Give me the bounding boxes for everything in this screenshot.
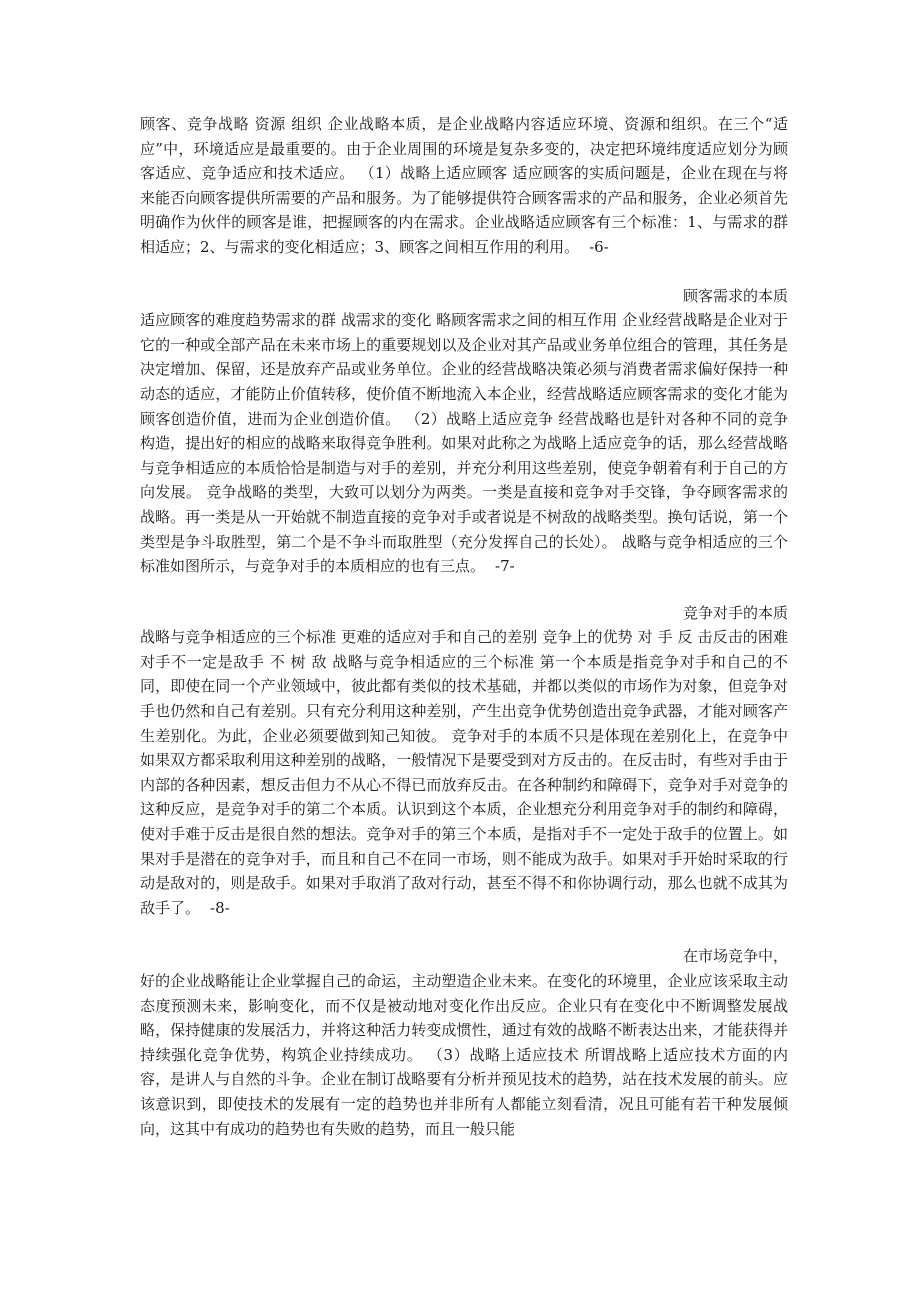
- section-spacer: [140, 260, 788, 284]
- section-3-body: 战略与竞争相适应的三个标准 更难的适应对手和自己的差别 竞争上的优势 对 手 反 击反击的困难 对手不一定是敌手 不 树 敌 战略与竞争相适应的三个标准 第一个本质是指竞争对手和自己的不同，即使在同一个产业领域中，彼此都有类似的技术基础，并都以类似的市场作为对象，但竞争对手也仍然和自己有差别。只有充分利用这种差别，产生出竞争优势创造出竞争武器，才能对顾客产生差别化。为此，企业必须要做到知己知彼。 竞争对手的本质不只是体现在差别化上，在竞争中如果双方都采取利用这种差别的战略，一般情况下是要受到对方反击的。在反击时，有些对手由于内部的各种因素，想反击但力不从心不得已而放弃反击。在各种制约和障碍下，竞争对手对竞争的这种反应，是竞争对手的第二个本质。认识到这个本质，企业想充分利用竞争对手的制约和障碍，使对手难于反击是很自然的想法。竞争对手的第三个本质，是指对手不一定处于敌手的位置上。如果对手是潜在的竞争对手，而且和自己不在同一市场，则不能成为敌手。如果对手开始时采取的行动是敌对的，则是敌手。如果对手取消了敌对行动，甚至不得不和你协调行动，那么也就不成其为敌手了。: [140, 628, 788, 917]
- page-number-6: -6-: [589, 237, 609, 256]
- section-4-heading: 在市场竞争中，: [682, 947, 788, 966]
- section-2-body: 适应顾客的难度趋势需求的群 战需求的变化 略顾客需求之间的相互作用 企业经营战略是企业对于它的一种或全部产品在未来市场上的重要规划以及企业对其产品或业务单位组合的管理，其任务是决定增加、保留，还是放弃产品或业务单位。企业的经营战略决策必须与消费者需求偏好保持一种动态的适应，才能防止价值转移，使价值不断地流入本企业，经营战略适应顾客需求的变化才能为顾客创造价值，进而为企业创造价值。 （2）战略上适应竞争 经营战略也是针对各种不同的竞争构造，提出好的相应的战略来取得竞争胜利。如果对此称之为战略上适应竞争的话，那么经营战略与竞争相适应的本质恰恰是制造与对手的差别，并充分利用这些差别，使竞争朝着有利于自己的方向发展。 竞争战略的类型，大致可以划分为两类。一类是直接和竞争对手交锋，争夺顾客需求的战略。再一类是从一开始就不制造直接的竞争对手或者说是不树敌的战略类型。换句话说，第一个类型是争斗取胜型，第二个是不争斗而取胜型（充分发挥自己的长处）。 战略与竞争相适应的三个标准如图所示，与竞争对手的本质相应的也有三点。: [140, 311, 788, 576]
- section-3-paragraph: [140, 625, 788, 920]
- section-spacer: [140, 920, 788, 944]
- section-1-paragraph: [140, 112, 788, 260]
- page-number-8: -8-: [210, 898, 230, 917]
- section-4-paragraph: [140, 969, 788, 1141]
- section-4-body: 好的企业战略能让企业掌握自己的命运，主动塑造企业未来。在变化的环境里，企业应该采取主动态度预测未来，影响变化，而不仅是被动地对变化作出反应。企业只有在变化中不断调整发展战略，保持健康的发展活力，并将这种活力转变成惯性，通过有效的战略不断表达出来，才能获得并持续强化竞争优势，构筑企业持续成功。 （3）战略上适应技术 所谓战略上适应技术方面的内容，是讲人与自然的斗争。企业在制订战略要有分析并预见技术的趋势，站在技术发展的前头。应该意识到，即使技术的发展有一定的趋势也并非所有人都能立刻看清，况且可能有若干种发展倾向，这其中有成功的趋势也有失败的趋势，而且一般只能: [140, 972, 788, 1138]
- section-2-paragraph: [140, 308, 788, 579]
- section-1-body: 顾客、竞争战略 资源 组织 企业战略本质，是企业战略内容适应环境、资源和组织。在三个“适应”中，环境适应是最重要的。由于企业周围的环境是复杂多变的，决定把环境纬度适应划分为顾客适应、竞争适应和技术适应。 （1）战略上适应顾客 适应顾客的实质问题是，企业在现在与将来能否向顾客提供所需要的产品和服务。为了能够提供符合顾客需求的产品和服务，企业必须首先明确作为伙伴的顾客是谁，把握顾客的内在需求。企业战略适应顾客有三个标准：1、与需求的群相适应；2、与需求的变化相适应；3、顾客之间相互作用的利用。: [140, 115, 788, 256]
- section-2-heading: 顾客需求的本质: [682, 286, 788, 305]
- page-number-7: -7-: [495, 557, 515, 576]
- section-3-heading: 竞争对手的本质: [682, 603, 788, 622]
- section-spacer: [140, 579, 788, 601]
- document-page: [140, 112, 788, 1141]
